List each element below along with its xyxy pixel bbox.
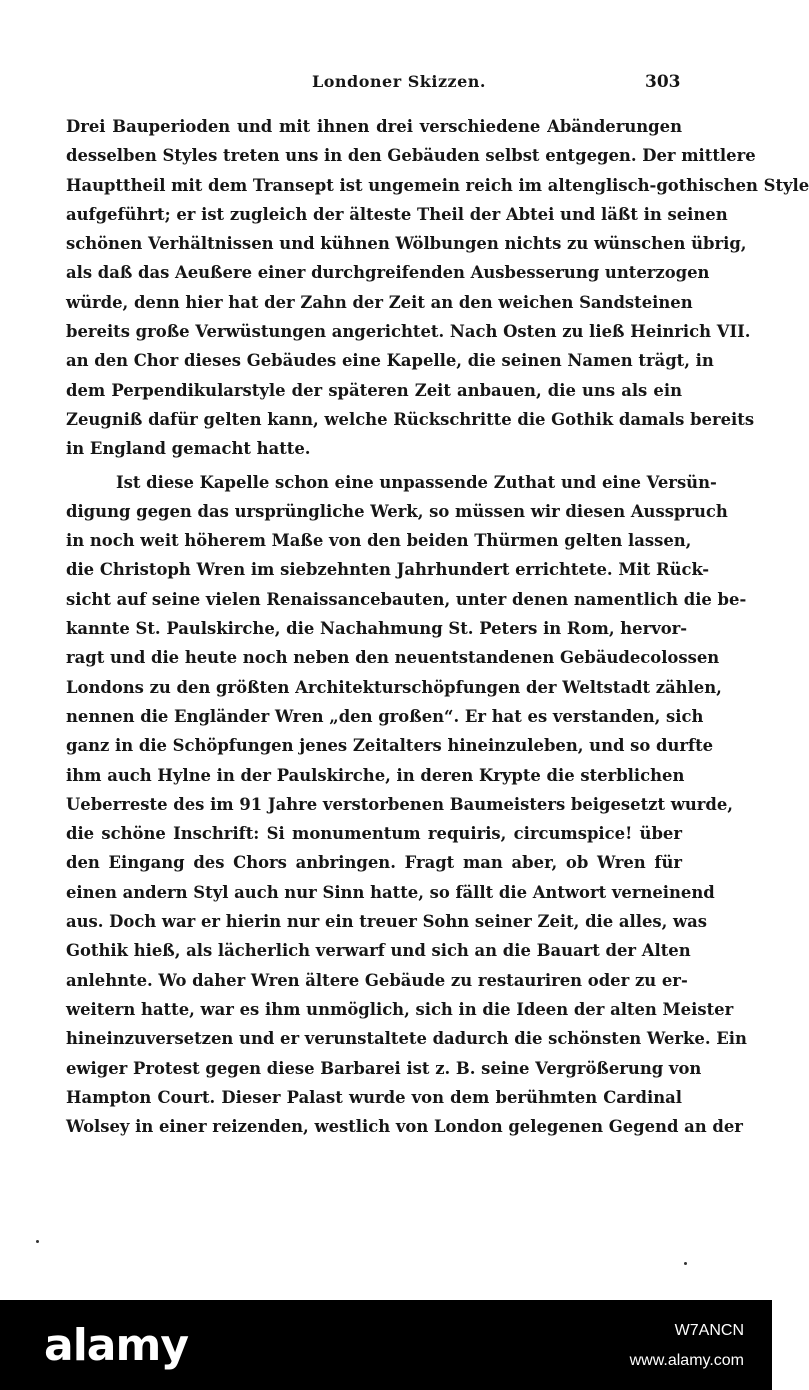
text-line: bereits große Verwüstungen angerichtet. Nach Osten zu ließ Heinrich VII. [66,322,751,342]
text-line: nennen die Engländer Wren „den großen“. Er hat es verstanden, sich [66,706,704,726]
text-line: Ist diese Kapelle schon eine unpassende Zuthat und eine Versün- [116,472,717,492]
paragraph-2 [66,468,747,1142]
page-number: 303 [645,72,681,92]
paragraph-1 [66,112,809,464]
image-id: W7ANCN [674,1322,744,1339]
text-line: einen andern Styl auch nur Sinn hatte, so fällt die Antwort verneinend [66,882,715,902]
text-line: desselben Styles treten uns in den Gebäuden selbst entgegen. Der mittlere [66,146,756,166]
scan-speck [684,1262,687,1265]
text-line: die schöne Inschrift: Si monumentum requiris, circumspice! über [66,824,682,844]
text-line: Haupttheil mit dem Transept ist ungemein reich im altenglisch-gothischen Style [66,175,809,195]
watermark-banner [0,1300,772,1390]
text-line: ihm auch Hylne in der Paulskirche, in deren Krypte die sterblichen [66,765,685,785]
text-line: Gothik hieß, als lächerlich verwarf und sich an die Bauart der Alten [66,941,691,961]
text-line: sicht auf seine vielen Renaissancebauten, unter denen namentlich die be- [66,589,747,609]
text-line: dem Perpendikularstyle der späteren Zeit anbauen, die uns als ein [66,380,682,400]
text-line: ewiger Protest gegen diese Barbarei ist z. B. seine Vergrößerung von [66,1058,702,1078]
text-line: Londons zu den größten Architekturschöpfungen der Weltstadt zählen, [66,677,722,697]
alamy-logo: alamy [44,1320,188,1371]
text-line: hineinzuversetzen und er verunstaltete dadurch die schönsten Werke. Ein [66,1029,747,1049]
text-line: ganz in die Schöpfungen jenes Zeitalters hineinzuleben, und so durfte [66,736,714,756]
text-line: kannte St. Paulskirche, die Nachahmung St. Peters in Rom, hervor- [66,619,688,639]
running-head [0,72,772,98]
text-line: Zeugniß dafür gelten kann, welche Rückschritte die Gothik damals bereits [66,409,755,429]
text-line: den Eingang des Chors anbringen. Fragt man aber, ob Wren für [66,853,682,873]
text-line: anlehnte. Wo daher Wren ältere Gebäude zu restauriren oder zu er- [66,970,688,990]
text-line: in noch weit höherem Maße von den beiden Thürmen gelten lassen, [66,531,692,551]
scan-speck [36,1240,39,1243]
text-line: die Christoph Wren im siebzehnten Jahrhundert errichtete. Mit Rück- [66,560,710,580]
text-line: Hampton Court. Dieser Palast wurde von dem berühmten Cardinal [66,1087,682,1107]
text-line: würde, denn hier hat der Zahn der Zeit an den weichen Sandsteinen [66,292,693,312]
text-line: aus. Doch war er hierin nur ein treuer Sohn seiner Zeit, die alles, was [66,912,708,932]
text-line: Wolsey in einer reizenden, westlich von London gelegenen Gegend an der [66,1117,743,1137]
text-line: aufgeführt; er ist zugleich der älteste Theil der Abtei und läßt in seinen [66,204,728,224]
text-line: weitern hatte, war es ihm unmöglich, sich in die Ideen der alten Meister [66,999,734,1019]
text-line: ragt und die heute noch neben den neuentstandenen Gebäudecolossen [66,648,720,668]
text-line: als daß das Aeußere einer durchgreifenden Ausbesserung unterzogen [66,263,710,283]
text-line: in England gemacht hatte. [66,439,311,459]
text-line: schönen Verhältnissen und kühnen Wölbungen nichts zu wünschen übrig, [66,234,747,254]
body-text [66,112,809,1141]
text-line: Drei Bauperioden und mit ihnen drei verschiedene Abänderungen [66,117,682,136]
running-title: Londoner Skizzen. [312,72,486,91]
watermark-url: www.alamy.com [629,1352,744,1369]
text-line: an den Chor dieses Gebäudes eine Kapelle, die seinen Namen trägt, in [66,351,714,371]
text-line: Ueberreste des im 91 Jahre verstorbenen Baumeisters beigesetzt wurde, [66,794,733,814]
text-line: digung gegen das ursprüngliche Werk, so müssen wir diesen Ausspruch [66,501,728,521]
